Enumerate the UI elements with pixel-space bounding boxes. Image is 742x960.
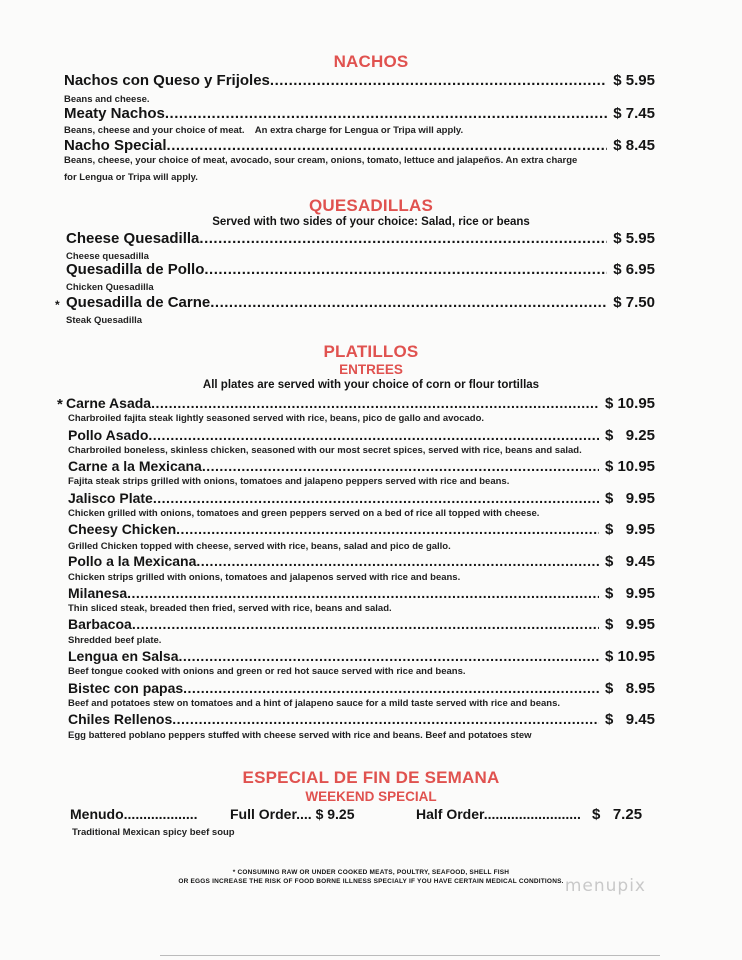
menu-item-chiles-rellenos [68,711,655,728]
dot-leader [270,72,607,89]
entrees-subheading: ENTREES [339,362,403,377]
item-name: Carne a la Mexicana [68,458,202,474]
menu-item-nachos-queso [64,72,655,89]
item-price: $ 9.25 [604,427,655,444]
item-description: Chicken grilled with onions, tomatoes and green peppers served on a bed of rice all topped with cheese. [68,508,540,519]
raw-meat-asterisk: * [57,396,63,413]
menu-item-bistec-papas [68,680,655,697]
item-name: Chiles Rellenos [68,711,173,727]
platillos-note: All plates are served with your choice of corn or flour tortillas [202,379,540,391]
page-edge-divider [160,955,660,956]
item-description: Thin sliced steak, breaded then fried, served with rice, beans and salad. [68,603,392,614]
quesadillas-heading: QUESADILLAS [308,196,434,215]
dot-leader [183,680,599,696]
item-description: Beans and cheese. [64,94,150,105]
item-description: Fajita steak strips grilled with onions, tomatoes and jalapeno peppers served with rice and beans. [68,476,510,487]
item-price: $ 7.50 [613,294,655,311]
dot-leader [148,427,599,443]
item-name: Carne Asada [66,395,152,411]
dot-leader [127,585,599,601]
item-description: Steak Quesadilla [66,315,143,326]
item-price: $ 8.45 [613,137,655,154]
item-description: Cheese quesadilla [66,251,149,262]
item-description: Egg battered poblano peppers stuffed with cheese served with rice and beans. Beef and potatoes stew [68,730,532,741]
item-price: $ 9.95 [604,521,655,538]
item-name: Menudo................... [70,806,198,822]
item-description: Beans, cheese, your choice of meat, avocado, sour cream, onions, tomato, lettuce and jalapeños. An extra charge [64,155,578,166]
menu-item-nacho-special [64,137,655,154]
platillos-heading: PLATILLOS [323,342,419,361]
item-price: $ 9.95 [604,585,655,602]
quesadillas-note: Served with two sides of your choice: Salad, rice or beans [212,216,530,228]
item-description: Traditional Mexican spicy beef soup [72,827,235,838]
item-price: $ 5.95 [613,72,655,89]
weekend-heading: ESPECIAL DE FIN DE SEMANA [242,768,500,787]
disclaimer-line-2: OR EGGS INCREASE THE RISK OF FOOD BORNE ILLNESS SPECIALY IF YOU HAVE CERTAIN MEDICAL CONDITIONS. [178,878,564,885]
dot-leader [210,294,607,311]
item-price: $ 9.95 [604,490,655,507]
half-order-label: Half Order......................... [416,806,581,822]
item-description-continued: for Lengua or Tripa will apply. [64,172,198,183]
dot-leader [151,395,599,411]
menu-item-lengua-salsa [68,648,655,665]
item-price: $ 5.95 [613,230,655,247]
raw-meat-asterisk: * [55,298,60,312]
item-name: Lengua en Salsa [68,648,179,664]
item-description: Chicken Quesadilla [66,282,154,293]
item-price: $ 9.95 [604,616,655,633]
weekend-subheading: WEEKEND SPECIAL [305,789,437,804]
item-description: Beef tongue cooked with onions and green or red hot sauce served with rice and beans. [68,666,466,677]
item-name: Pollo Asado [68,427,149,443]
item-name: Cheese Quesadilla [66,230,200,247]
item-name: Meaty Nachos [64,105,165,122]
item-description: Chicken strips grilled with onions, tomatoes and jalapenos served with rice and beans. [68,572,461,583]
dot-leader [199,230,607,247]
item-name: Cheesy Chicken [68,521,177,537]
item-price: $ 9.45 [604,711,655,728]
item-name: Milanesa [68,585,128,601]
item-description: Shredded beef plate. [68,635,162,646]
dot-leader [153,490,599,506]
dot-leader [204,261,607,278]
item-description: Beef and potatoes stew on tomatoes and a hint of jalapeno sauce for a mild taste served with rice and beans. [68,698,561,709]
item-description: Grilled Chicken topped with cheese, served with rice, beans, salad and pico de gallo. [68,541,451,552]
item-name: Bistec con papas [68,680,184,696]
menu-item-menudo [70,806,655,826]
dot-leader [132,616,599,632]
item-price: $ 10.95 [604,458,655,475]
menu-item-quesadilla-pollo [66,261,655,278]
item-description: Charbroiled boneless, skinless chicken, seasoned with our most secret spices, served with rice, beans and salad. [68,445,582,456]
item-name: Pollo a la Mexicana [68,553,197,569]
menu-item-barbacoa [68,616,655,633]
menu-item-carne-mexicana [68,458,655,475]
item-price: $ 7.45 [613,105,655,122]
menu-item-jalisco-plate [68,490,655,507]
dot-leader [196,553,599,569]
menu-item-pollo-mexicana [68,553,655,570]
dot-leader [202,458,599,474]
item-name: Quesadilla de Carne [66,294,211,311]
dot-leader [178,648,598,664]
item-price: $ 9.45 [604,553,655,570]
item-name: Nachos con Queso y Frijoles [64,72,270,89]
menu-item-cheesy-chicken [68,521,655,538]
nachos-heading: NACHOS [333,52,409,71]
item-price: $ 10.95 [604,648,655,665]
item-description: Beans, cheese and your choice of meat. An extra charge for Lengua or Tripa will apply. [64,125,464,136]
item-name: Nacho Special [64,137,167,154]
menu-item-milanesa [68,585,655,602]
menu-item-pollo-asado [68,427,655,444]
item-description: Charbroiled fajita steak lightly seasoned served with rice, beans, pico de gallo and avocado. [68,413,485,424]
menu-item-carne-asada [66,395,655,412]
item-price: $ 6.95 [613,261,655,278]
item-name: Quesadilla de Pollo [66,261,205,278]
watermark: menupix [564,876,646,896]
item-name: Jalisco Plate [68,490,153,506]
dot-leader [167,137,608,154]
dot-leader [176,521,599,537]
menu-item-meaty-nachos [64,105,655,122]
item-price: $ 8.95 [604,680,655,697]
menu-item-cheese-quesadilla [66,230,655,247]
menu-item-quesadilla-carne [66,294,655,311]
item-price: $ 10.95 [604,395,655,412]
disclaimer-line-1: * CONSUMING RAW OR UNDER COOKED MEATS, POULTRY, SEAFOOD, SHELL FISH [232,869,510,876]
dot-leader [165,105,607,122]
dot-leader [172,711,599,727]
full-order-price: Full Order.... $ 9.25 [230,806,355,822]
half-order-price: $ 7.25 [592,806,643,823]
item-name: Barbacoa [68,616,132,632]
